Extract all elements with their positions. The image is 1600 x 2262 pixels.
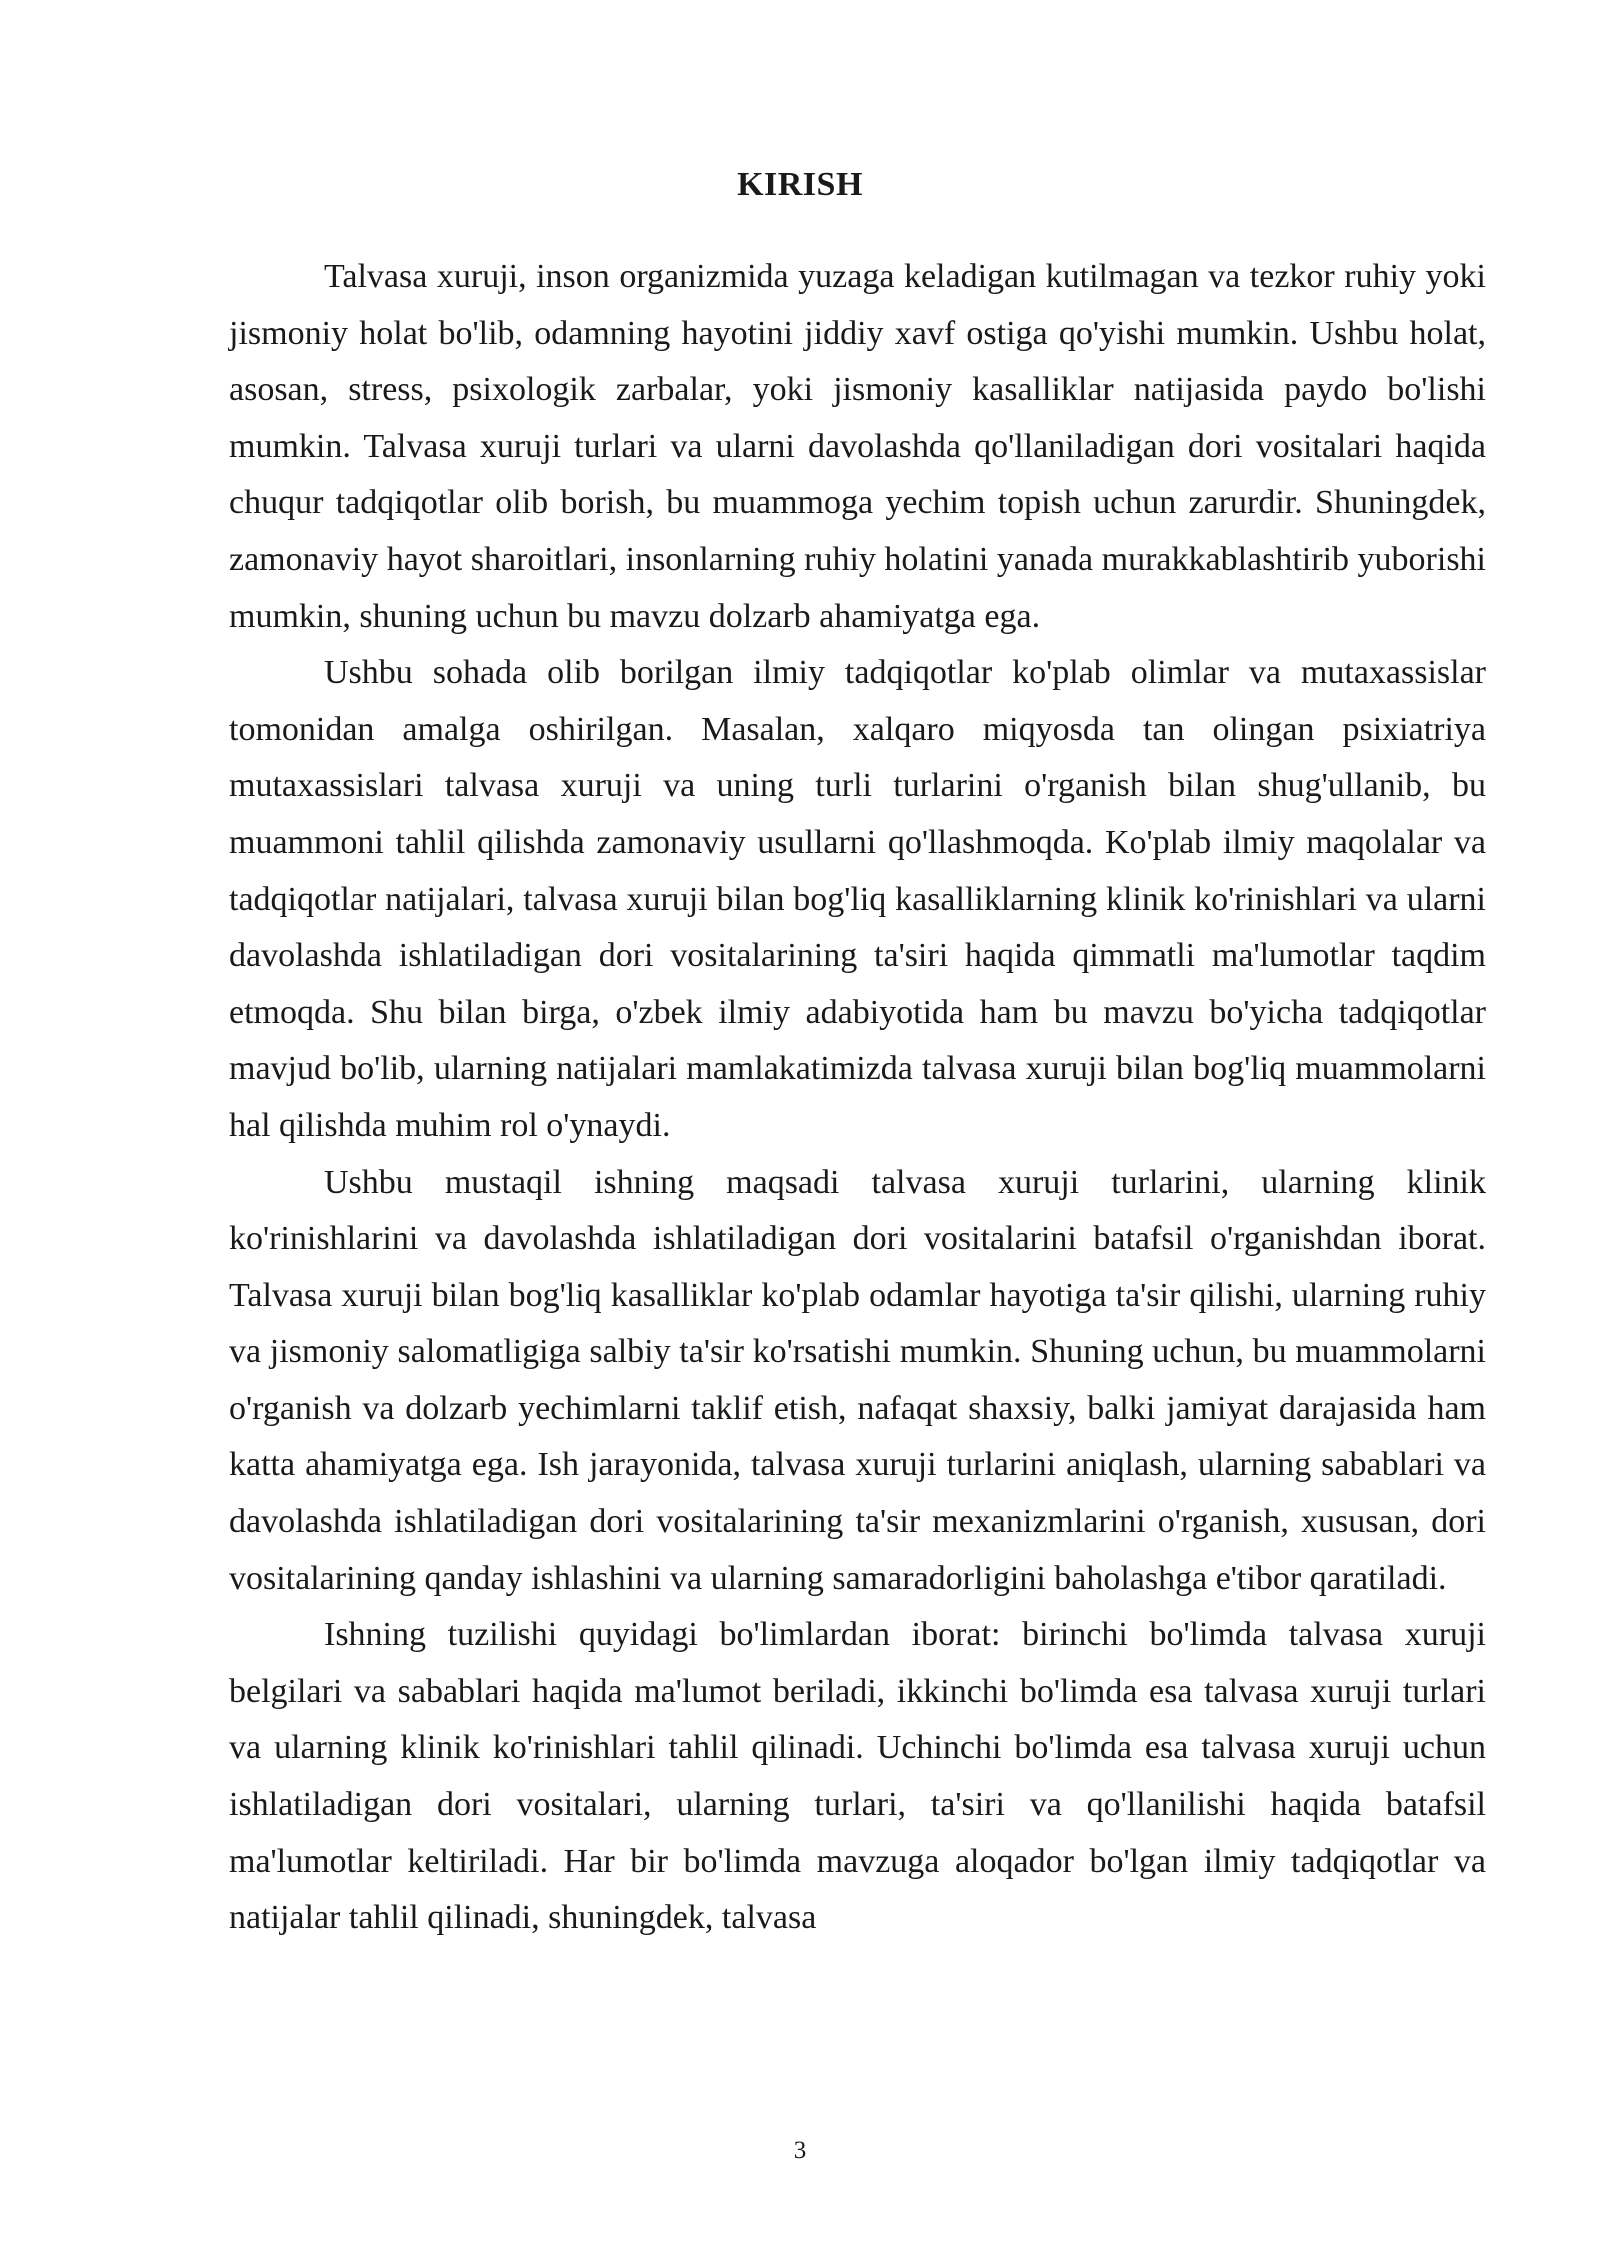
- body-text: [229, 249, 1486, 1947]
- page-title: KIRISH: [737, 166, 863, 203]
- page-number: 3: [793, 2137, 807, 2164]
- paragraph-research-overview: Ushbu sohada olib borilgan ilmiy tadqiqotlar ko'plab olimlar va mutaxassislar tomonidan amalga oshirilgan. Masalan, xalqaro miqyosda tan olingan psixiatriya mutaxassislari talvasa xuruji va uning turli turlarini o'rganish bilan shug'ullanib, bu muammoni tahlil qilishda zamonaviy usullarni qo'llashmoqda. Ko'plab ilmiy maqolalar va tadqiqotlar natijalari, talvasa xuruji bilan bog'liq kasalliklarning klinik ko'rinishlari va ularni davolashda ishlatiladigan dori vositalarining ta'siri haqida qimmatli ma'lumotlar taqdim etmoqda. Shu bilan birga, o'zbek ilmiy adabiyotida ham bu mavzu bo'yicha tadqiqotlar mavjud bo'lib, ularning natijalari mamlakatimizda talvasa xuruji bilan bog'liq muammolarni hal qilishda muhim rol o'ynaydi.: [229, 654, 1486, 1144]
- paragraph-introduction: Talvasa xuruji, inson organizmida yuzaga keladigan kutilmagan va tezkor ruhiy yoki jismoniy holat bo'lib, odamning hayotini jiddiy xavf ostiga qo'yishi mumkin. Ushbu holat, asosan, stress, psixologik zarbalar, yoki jismoniy kasalliklar natijasida paydo bo'lishi mumkin. Talvasa xuruji turlari va ularni davolashda qo'llaniladigan dori vositalari haqida chuqur tadqiqotlar olib borish, bu muammoga yechim topish uchun zarurdir. Shuningdek, zamonaviy hayot sharoitlari, insonlarning ruhiy holatini yanada murakkablashtirib yuborishi mumkin, shuning uchun bu mavzu dolzarb ahamiyatga ega.: [229, 258, 1486, 635]
- paragraph-purpose: Ushbu mustaqil ishning maqsadi talvasa xuruji turlarini, ularning klinik ko'rinishlarini va davolashda ishlatiladigan dori vositalarini batafsil o'rganishdan iborat. Talvasa xuruji bilan bog'liq kasalliklar ko'plab odamlar hayotiga ta'sir qilishi, ularning ruhiy va jismoniy salomatligiga salbiy ta'sir ko'rsatishi mumkin. Shuning uchun, bu muammolarni o'rganish va dolzarb yechimlarni taklif etish, nafaqat shaxsiy, balki jamiyat darajasida ham katta ahamiyatga ega. Ish jarayonida, talvasa xuruji turlarini aniqlash, ularning sabablari va davolashda ishlatiladigan dori vositalarining ta'sir mexanizmlarini o'rganish, xususan, dori vositalarining qanday ishlashini va ularning samaradorligini baholashga e'tibor qaratiladi.: [229, 1163, 1486, 1597]
- paragraph-structure: Ishning tuzilishi quyidagi bo'limlardan iborat: birinchi bo'limda talvasa xuruji belgilari va sabablari haqida ma'lumot beriladi, ikkinchi bo'limda esa talvasa xuruji turlari va ularning klinik ko'rinishlari tahlil qilinadi. Uchinchi bo'limda esa talvasa xuruji uchun ishlatiladigan dori vositalari, ularning turlari, ta'siri va qo'llanilishi haqida batafsil ma'lumotlar keltiriladi. Har bir bo'limda mavzuga aloqador bo'lgan ilmiy tadqiqotlar va natijalar tahlil qilinadi, shuningdek, talvasa: [229, 1616, 1486, 1937]
